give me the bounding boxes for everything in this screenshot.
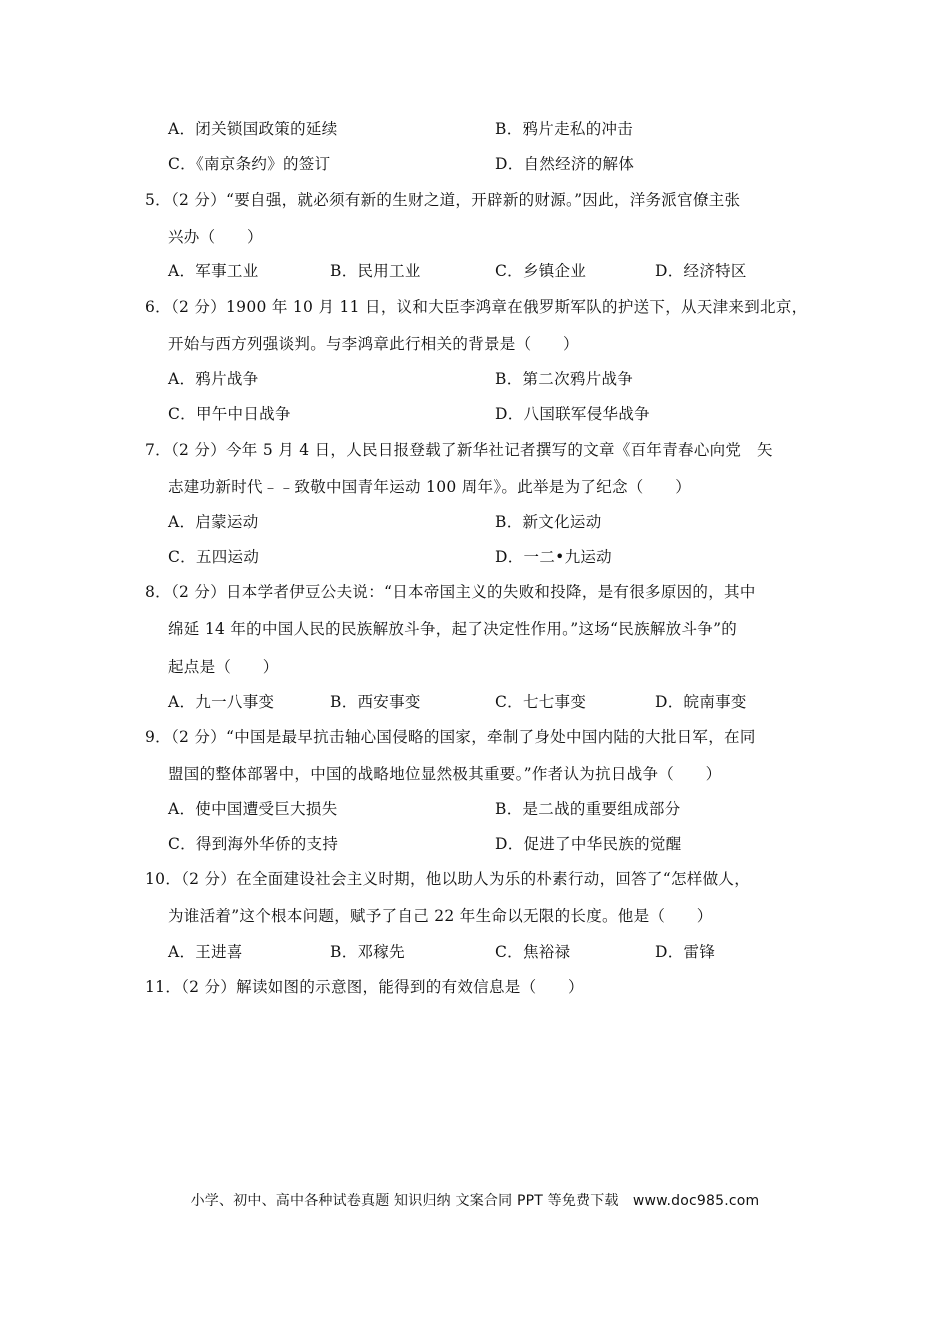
prev-option-a: A．闭关锁国政策的延续 [168,120,338,138]
prev-option-b: B．鸦片走私的冲击 [495,120,634,138]
question-7-option-c: C．五四运动 [168,548,260,566]
prev-option-d: D．自然经济的解体 [495,155,635,173]
question-5-option-c: C．乡镇企业 [495,262,587,280]
question-6-stem-line-1: 6．（2 分）1900 年 10 月 11 日，议和大臣李鸿章在俄罗斯军队的护送下，从天津来到北京， [145,298,808,316]
question-5-stem-line-2: 兴办（ ） [168,228,263,246]
prev-option-c: C．《南京条约》的签订 [168,155,331,173]
question-5-option-a: A．军事工业 [168,262,259,280]
question-6-option-a: A．鸦片战争 [168,370,259,388]
question-8-option-d: D．皖南事变 [655,693,747,711]
question-6-option-b: B．第二次鸦片战争 [495,370,634,388]
question-6-stem-line-2: 开始与西方列强谈判。与李鸿章此行相关的背景是（ ） [168,335,579,353]
question-9-option-b: B．是二战的重要组成部分 [495,800,681,818]
page-footer: 小学、初中、高中各种试卷真题 知识归纳 文案合同 PPT 等免费下载 www.doc985.com [190,1193,760,1209]
question-9-option-d: D．促进了中华民族的觉醒 [495,835,682,853]
question-5-stem-line-1: 5．（2 分）“要自强，就必须有新的生财之道，开辟新的财源。”因此，洋务派官僚主张 [145,191,741,209]
question-7-stem-line-2: 志建功新时代﹣﹣致敬中国青年运动 100 周年》。此举是为了纪念（ ） [168,478,691,496]
question-9-stem-line-1: 9．（2 分）“中国是最早抗击轴心国侵略的国家，牵制了身处中国内陆的大批日军，在同 [145,728,756,746]
question-8-option-a: A．九一八事变 [168,693,275,711]
question-7-option-a: A．启蒙运动 [168,513,259,531]
question-10-stem-line-1: 10．（2 分）在全面建设社会主义时期，他以助人为乐的朴素行动，回答了“怎样做人， [145,870,750,888]
question-10-option-a: A．王进喜 [168,943,243,961]
question-6-option-d: D．八国联军侵华战争 [495,405,650,423]
question-9-stem-line-2: 盟国的整体部署中，中国的战略地位显然极其重要。”作者认为抗日战争（ ） [168,765,722,783]
question-7-option-b: B．新文化运动 [495,513,602,531]
question-8-stem-line-1: 8．（2 分）日本学者伊豆公夫说：“日本帝国主义的失败和投降，是有很多原因的，其中 [145,583,756,601]
question-8-option-b: B．西安事变 [330,693,421,711]
question-10-option-c: C．焦裕禄 [495,943,571,961]
question-8-stem-line-3: 起点是（ ） [168,658,279,676]
question-7-stem-line-1: 7．（2 分）今年 5 月 4 日，人民日报登载了新华社记者撰写的文章《百年青春心向党 矢 [145,441,773,459]
question-5-option-b: B．民用工业 [330,262,421,280]
question-10-option-b: B．邓稼先 [330,943,405,961]
question-8-stem-line-2: 绵延 14 年的中国人民的民族解放斗争，起了决定性作用。”这场“民族解放斗争”的 [168,620,738,638]
question-5-option-d: D．经济特区 [655,262,747,280]
question-8-option-c: C．七七事变 [495,693,587,711]
question-9-option-c: C．得到海外华侨的支持 [168,835,339,853]
question-10-option-d: D．雷锋 [655,943,716,961]
question-10-stem-line-2: 为谁活着”这个根本问题，赋予了自己 22 年生命以无限的长度。他是（ ） [168,907,713,925]
question-9-option-a: A．使中国遭受巨大损失 [168,800,338,818]
question-6-option-c: C．甲午中日战争 [168,405,291,423]
question-7-option-d: D．一二•九运动 [495,548,612,566]
question-11-stem-line-1: 11．（2 分）解读如图的示意图，能得到的有效信息是（ ） [145,978,584,996]
